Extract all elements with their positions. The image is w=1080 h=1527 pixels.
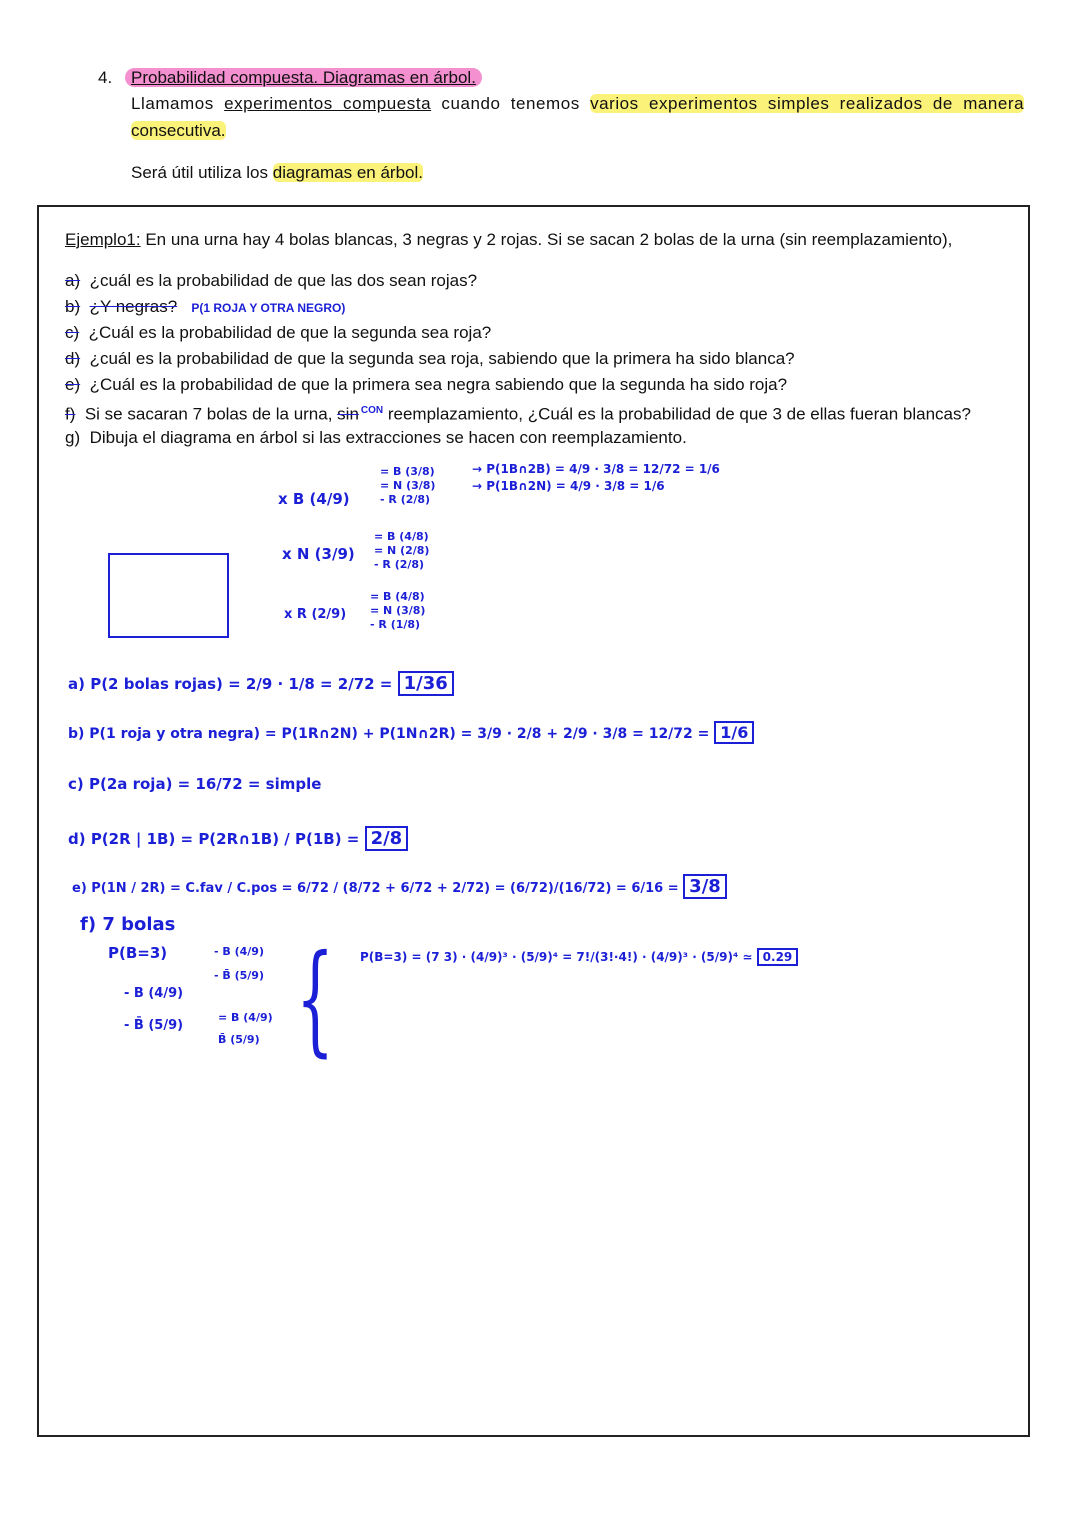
f-tree-branch: - B (4/9) — [214, 945, 264, 958]
question-text: Dibuja el diagrama en árbol si las extracciones se hacen con reemplazamiento. — [89, 428, 687, 447]
answer-result: 2/8 — [365, 826, 409, 851]
answer-b — [68, 724, 754, 743]
question-a — [65, 270, 477, 292]
section-number: 4. — [98, 68, 113, 87]
f-tree-branch: - B (4/9) — [124, 986, 184, 1001]
question-d — [65, 348, 795, 370]
answer-text: d) P(2R | 1B) = P(2R∩1B) / P(1B) = — [68, 830, 360, 848]
question-f — [65, 400, 971, 426]
answer-result: 0.29 — [757, 948, 799, 966]
curly-brace: { — [296, 930, 335, 1069]
tree-child: - R (2/8) — [380, 493, 431, 506]
answer-c: c) P(2a roja) = 16/72 = simple — [68, 775, 322, 793]
struck-word: sin — [337, 404, 359, 424]
tree-child: - R (1/8) — [370, 618, 421, 631]
answer-text: a) P(2 bolas rojas) = 2/9 · 1/8 = 2/72 = — [68, 675, 393, 693]
tree-child: = N (2/8) — [374, 544, 430, 557]
tree-child: = B (3/8) — [380, 465, 435, 478]
example-text: En una urna hay 4 bolas blancas, 3 negras y 2 rojas. Si se sacan 2 bolas de la urna (sin reemplazamiento), — [140, 230, 953, 249]
question-text: ¿Cuál es la probabilidad de que la segunda sea roja? — [88, 323, 492, 342]
drawn-rectangle — [108, 553, 229, 638]
answer-f-formula — [360, 948, 798, 966]
intro-line-2 — [131, 120, 226, 142]
section-title — [125, 67, 482, 89]
f-tree-branch: - B̄ (5/9) — [214, 969, 264, 982]
useful-highlight: diagramas en árbol. — [272, 163, 423, 182]
answer-f-title: f) 7 bolas — [80, 914, 176, 935]
answer-a — [68, 675, 454, 693]
intro-highlight: varios experimentos simples realizados de manera — [590, 94, 1025, 113]
intro-highlight-2: consecutiva. — [131, 121, 226, 140]
answer-e — [72, 878, 727, 898]
answer-result: 3/8 — [683, 874, 727, 899]
answer-text: e) P(1N / 2R) = C.fav / C.pos = 6/72 / (8/72 + 6/72 + 2/72) = (6/72)/(16/72) = 6/16 = — [72, 881, 679, 896]
formula-text: P(B=3) = (7 3) · (4/9)³ · (5/9)⁴ = 7!/(3!·4!) · (4/9)³ · (5/9)⁴ ≃ — [360, 950, 753, 964]
intro-text-2: cuando tenemos — [431, 94, 591, 113]
tree-child: - R (2/8) — [374, 558, 425, 571]
question-letter: f) — [65, 404, 76, 424]
question-e — [65, 374, 787, 396]
question-letter: e) — [65, 375, 81, 394]
intro-text: Llamamos — [131, 94, 225, 113]
answer-text: b) P(1 roja y otra negra) = P(1R∩2N) + P(1N∩2R) = 3/9 · 2/8 + 2/9 · 3/8 = 12/72 = — [68, 726, 710, 742]
answer-f-event: P(B=3) — [108, 944, 168, 962]
handwritten-note: P(1 ROJA Y OTRA NEGRO) — [191, 301, 346, 315]
question-text-2: reemplazamiento, ¿Cuál es la probabilidad de que 3 de ellas fueran blancas? — [383, 404, 971, 424]
section-title-text: Probabilidad compuesta. Diagramas en árbol. — [125, 68, 482, 87]
tree-root-n: x N (3/9) — [282, 545, 355, 563]
question-text: ¿cuál es la probabilidad de que la segunda sea roja, sabiendo que la primera ha sido blanca? — [89, 349, 795, 368]
tree-calc: → P(1B∩2N) = 4/9 · 3/8 = 1/6 — [472, 479, 665, 493]
tree-child: = B (4/8) — [370, 590, 425, 603]
question-b — [65, 296, 345, 319]
intro-line — [131, 93, 1024, 115]
tree-child: = N (3/8) — [370, 604, 426, 617]
answer-result: 1/6 — [714, 721, 754, 744]
question-text: ¿Y negras? — [89, 297, 178, 316]
question-letter: g) — [65, 428, 81, 447]
correction-word: CON — [360, 405, 384, 416]
question-letter: d) — [65, 349, 81, 368]
tree-child: = B (4/8) — [374, 530, 429, 543]
tree-root-r: x R (2/9) — [284, 607, 347, 622]
question-text: Si se sacaran 7 bolas de la urna, — [84, 404, 338, 424]
question-letter: c) — [65, 323, 80, 342]
answer-d — [68, 830, 408, 848]
question-g — [65, 427, 687, 449]
useful-line — [131, 162, 423, 184]
tree-root-b: x B (4/9) — [278, 490, 350, 508]
useful-text: Será útil utiliza los — [131, 163, 273, 182]
question-text: ¿Cuál es la probabilidad de que la primera sea negra sabiendo que la segunda ha sido roja? — [89, 375, 788, 394]
f-tree-branch: = B (4/9) — [218, 1011, 273, 1024]
intro-underlined: experimentos compuesta — [224, 94, 432, 113]
question-c — [65, 322, 491, 344]
f-tree-branch: B̄ (5/9) — [218, 1033, 260, 1046]
example-statement — [65, 229, 952, 251]
question-letter: a) — [65, 271, 81, 290]
tree-child: = N (3/8) — [380, 479, 436, 492]
example-label: Ejemplo1: — [65, 230, 141, 249]
f-tree-branch: - B̄ (5/9) — [124, 1018, 184, 1033]
question-letter: b) — [65, 297, 81, 316]
tree-calc: → P(1B∩2B) = 4/9 · 3/8 = 12/72 = 1/6 — [472, 462, 720, 476]
question-text: ¿cuál es la probabilidad de que las dos sean rojas? — [89, 271, 478, 290]
answer-result: 1/36 — [398, 671, 454, 696]
